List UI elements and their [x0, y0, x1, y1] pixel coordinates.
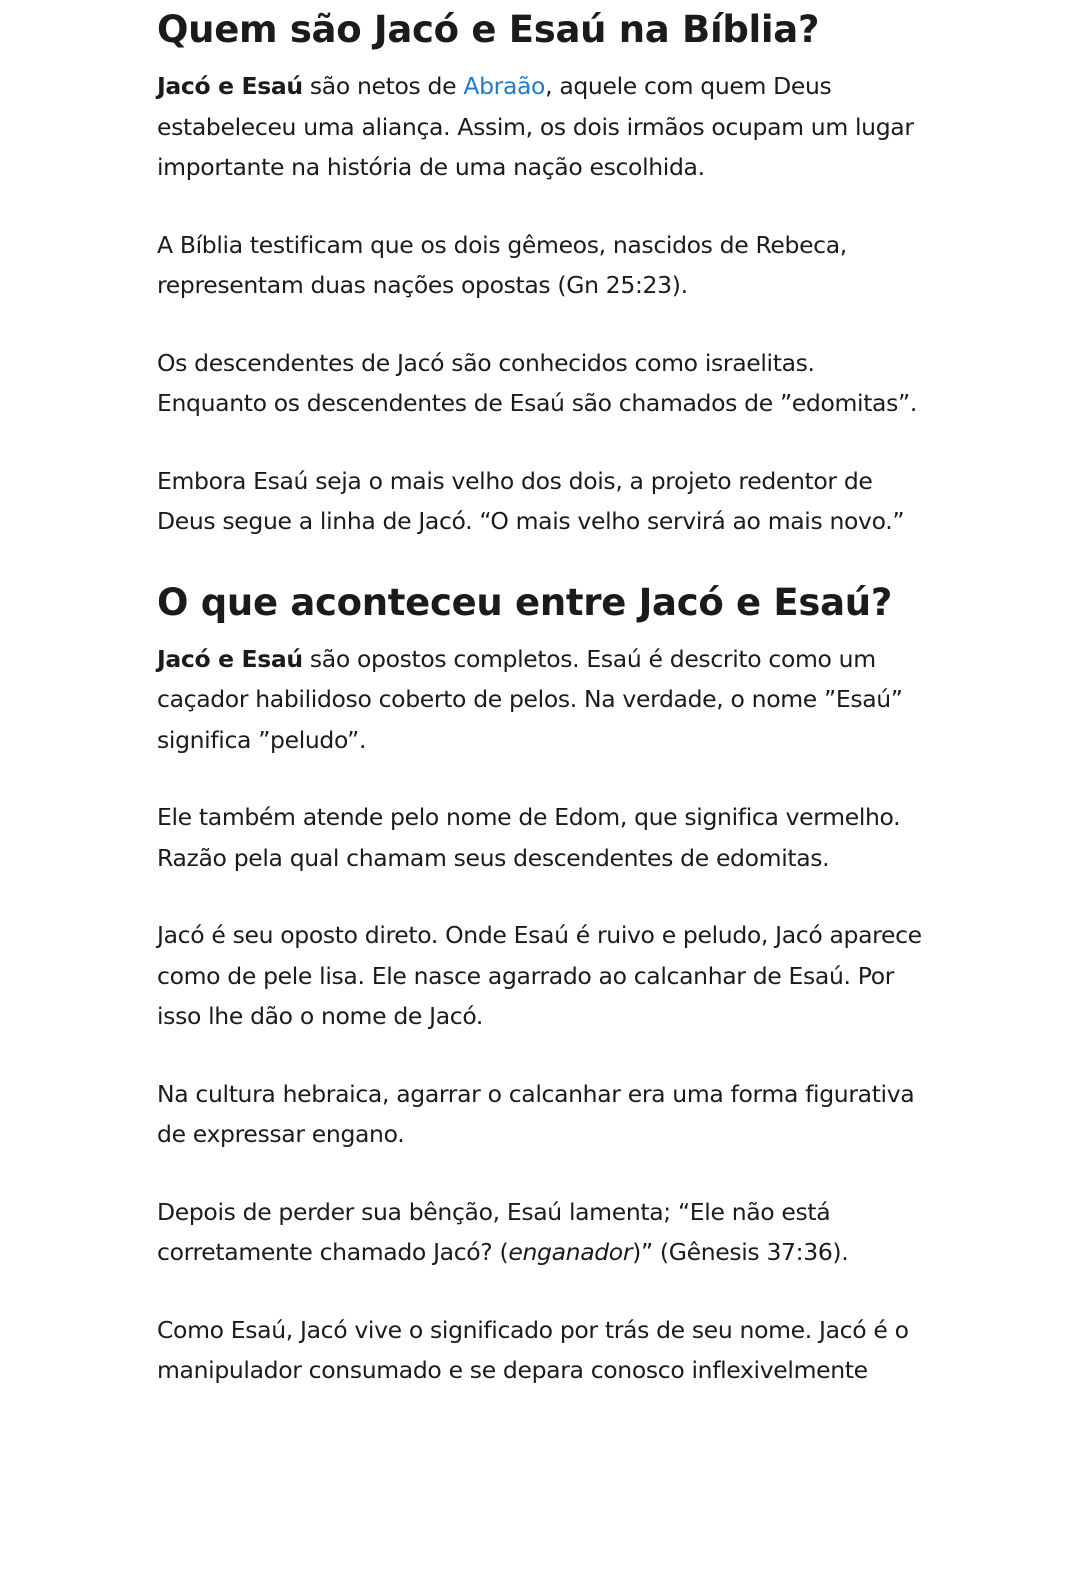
paragraph: A Bíblia testificam que os dois gêmeos, nascidos de Rebeca, representam duas nações opostas (Gn 25:23).	[157, 230, 847, 299]
paragraph: Os descendentes de Jacó são conhecidos como israelitas. Enquanto os descendentes de Esaú são chamados de ”edomitas”.	[157, 348, 917, 417]
section-heading-what-happened: O que aconteceu entre Jacó e Esaú?	[157, 580, 892, 624]
paragraph	[157, 639, 927, 761]
article-body	[157, 0, 927, 1391]
paragraph-text: são opostos completos. Esaú é descrito como um caçador habilidoso coberto de pelos. Na verdade, o nome ”Esaú” significa ”peludo”.	[157, 644, 903, 754]
paragraph: Na cultura hebraica, agarrar o calcanhar era uma forma figurativa de expressar engano.	[157, 1079, 915, 1148]
paragraph-text: são netos de	[302, 72, 464, 100]
abraham-link[interactable]: Abraão	[463, 72, 546, 100]
paragraph-text: , aquele com quem Deus estabeleceu uma aliança. Assim, os dois irmãos ocupam um lugar importante na história de uma nação escolhida.	[157, 72, 914, 181]
italic-term: enganador	[508, 1238, 633, 1266]
paragraph	[157, 1192, 927, 1273]
section-heading-who-are-jacob-esau: Quem são Jacó e Esaú na Bíblia?	[157, 8, 820, 51]
paragraph-text: Depois de perder sua bênção, Esaú lamenta; “Ele não está corretamente chamado Jacó? (	[157, 1197, 831, 1266]
paragraph: Ele também atende pelo nome de Edom, que significa vermelho. Razão pela qual chamam seus descendentes de edomitas.	[157, 803, 901, 872]
paragraph: Como Esaú, Jacó vive o significado por trás de seu nome. Jacó é o manipulador consumado e se depara conosco inflexivelmente	[157, 1315, 909, 1384]
bold-term: Jacó e Esaú	[157, 72, 303, 100]
paragraph: Jacó é seu oposto direto. Onde Esaú é ruivo e peludo, Jacó aparece como de pele lisa. Ele nasce agarrado ao calcanhar de Esaú. Por isso lhe dão o nome de Jacó.	[157, 921, 922, 1030]
paragraph-text: )” (Gênesis 37:36).	[632, 1238, 849, 1266]
paragraph	[157, 66, 927, 188]
bold-term: Jacó e Esaú	[157, 644, 303, 673]
paragraph: Embora Esaú seja o mais velho dos dois, a projeto redentor de Deus segue a linha de Jacó. “O mais velho servirá ao mais novo.”	[157, 466, 905, 535]
